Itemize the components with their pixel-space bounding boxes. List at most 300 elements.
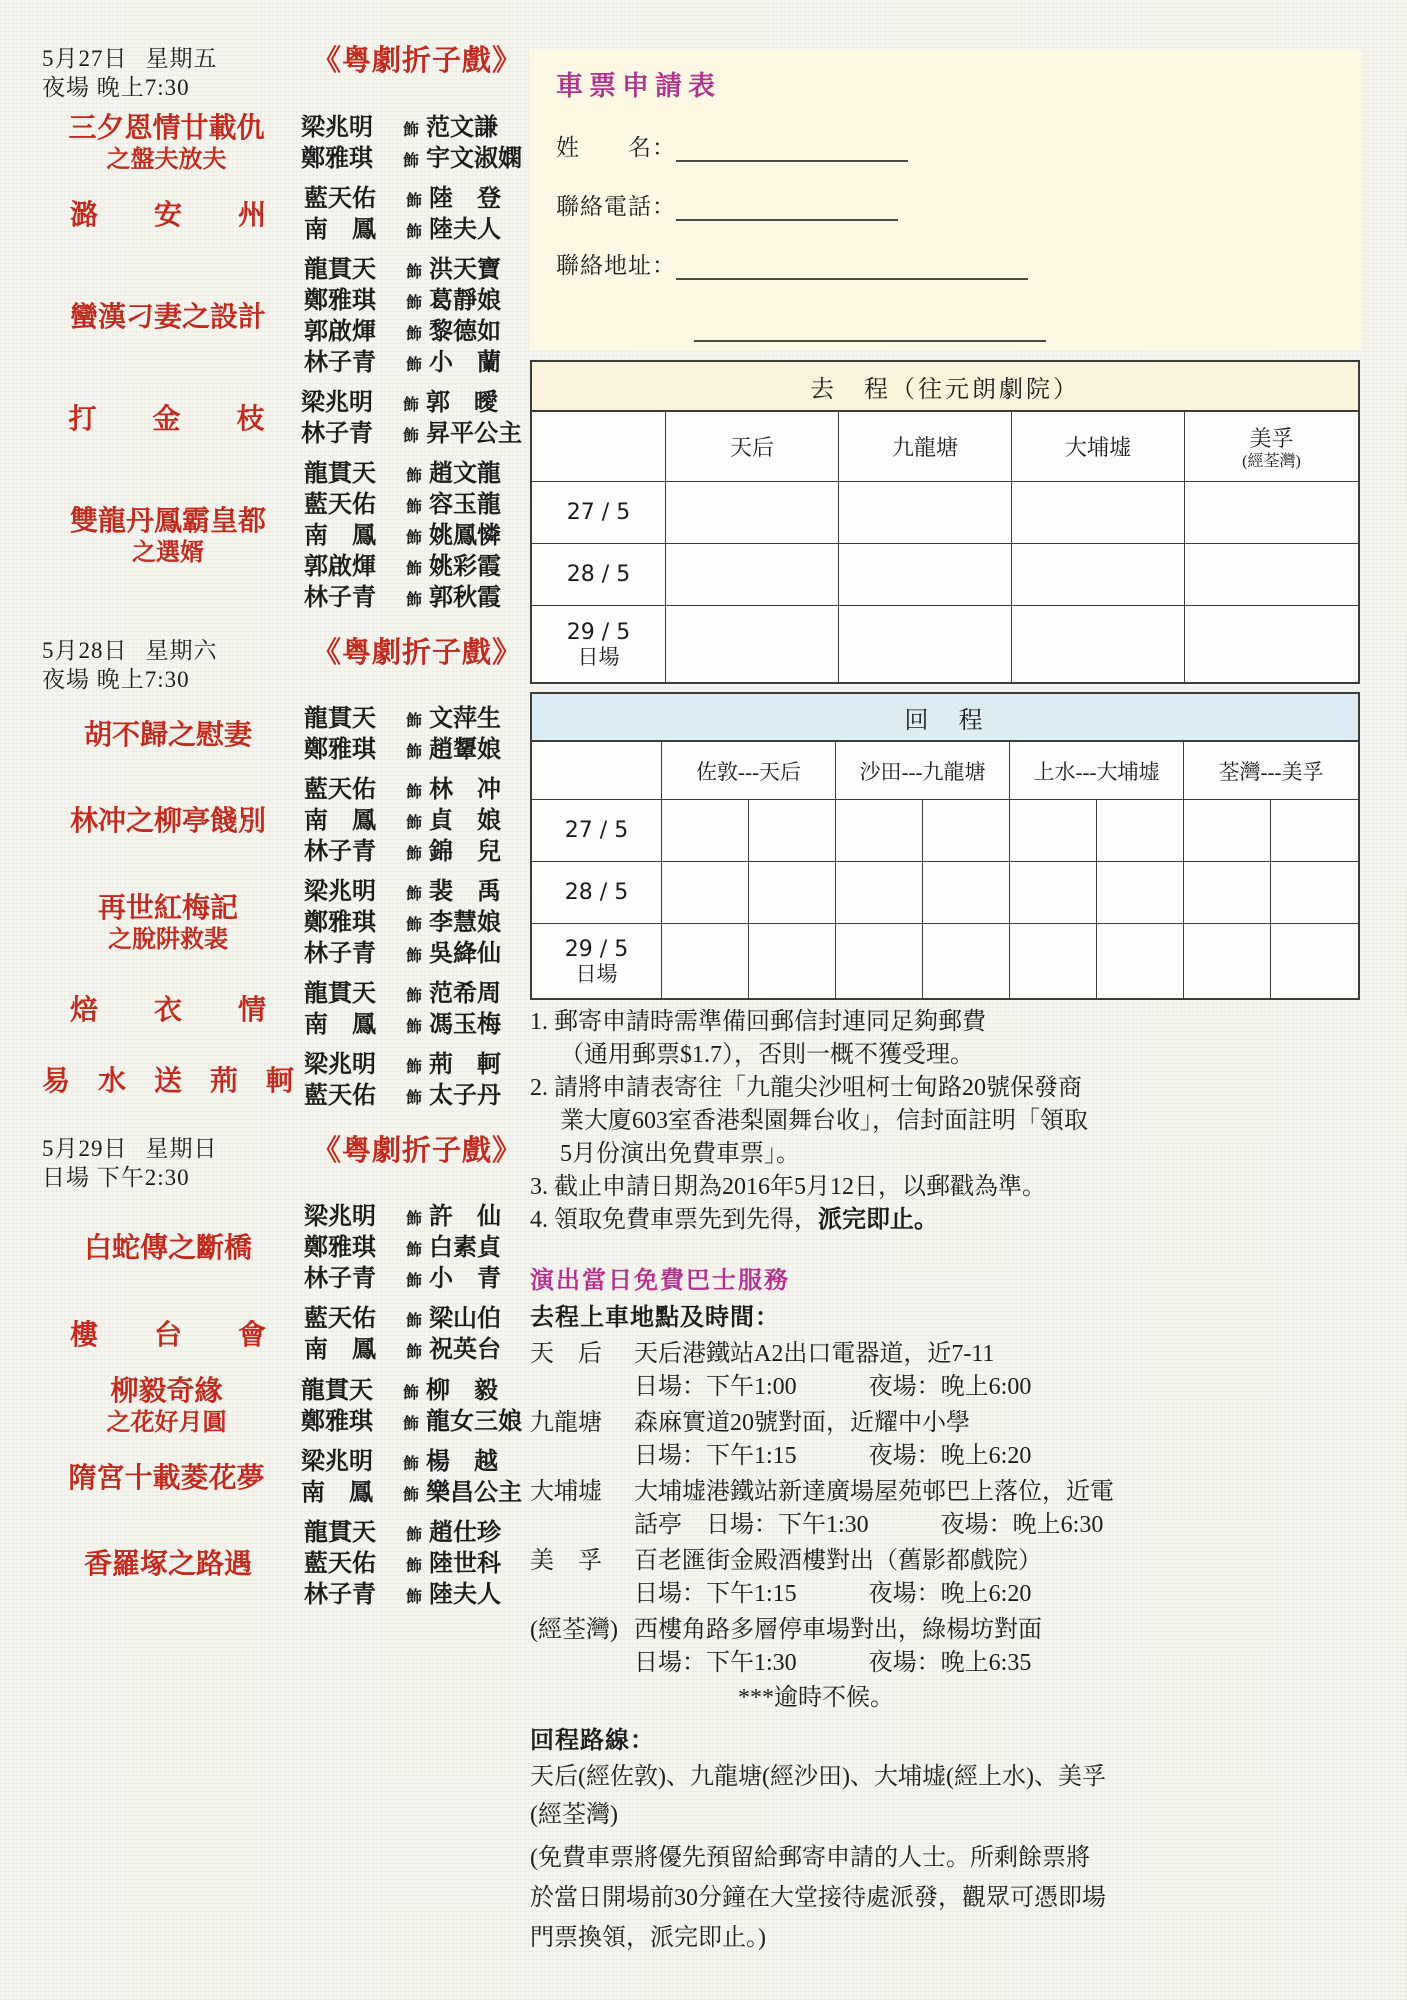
final-note-line: 於當日開場前30分鐘在大堂接待處派發，觀眾可憑即場 (530, 1885, 1106, 1911)
return-header-row (532, 742, 1358, 800)
session-text: 夜場 晚上7:30 (42, 667, 190, 692)
cast-list (304, 1518, 522, 1611)
play-title-line2: 之盤夫放夫 (106, 147, 227, 173)
cast-line (304, 704, 522, 735)
actor-name: 鄭雅琪 (304, 286, 376, 314)
play-title (42, 199, 304, 232)
empty-cell (749, 800, 836, 862)
cast-line (304, 1081, 522, 1112)
late-arrival-note: ***逾時不候。 (738, 1685, 894, 1711)
note-emphasis: 派完即止。 (818, 1207, 938, 1233)
cast-line (304, 255, 522, 286)
actor-name: 林子青 (304, 583, 376, 611)
header-cell-sheung-shui-tai-po: 上水---大埔墟 (1010, 742, 1184, 800)
day-header (42, 1134, 522, 1192)
cast-line (304, 735, 522, 766)
outbound-row-28-5 (532, 544, 1358, 606)
role-name: 趙顰娘 (429, 735, 502, 763)
cast-line (301, 113, 522, 144)
play-title-line2: 之花好月圓 (106, 1410, 227, 1436)
role-name: 昇平公主 (426, 419, 522, 447)
day-header (42, 636, 522, 694)
play-row (42, 1050, 522, 1112)
play-title-line1: 潞 安 州 (69, 199, 266, 231)
actor-name: 南 鳳 (304, 215, 376, 243)
shi-label: 飾 (406, 946, 423, 965)
empty-cell (836, 924, 923, 998)
empty-cell (1010, 800, 1097, 862)
play-row (42, 459, 522, 614)
role-name: 文萍生 (429, 704, 502, 732)
pickup-points-header: 去程上車地點及時間： (530, 1305, 780, 1331)
empty-cell (662, 800, 749, 862)
shi-label: 飾 (402, 395, 419, 414)
role-name: 葛靜娘 (429, 286, 502, 314)
return-routes (530, 1758, 1386, 1834)
shi-label: 飾 (406, 1311, 423, 1330)
empty-cell (1097, 800, 1184, 862)
role-name: 荊 軻 (429, 1050, 502, 1078)
actor-name: 龍貫天 (304, 459, 376, 487)
empty-cell (839, 544, 1012, 606)
actor-name: 林子青 (304, 1580, 376, 1608)
cast-line (304, 877, 522, 908)
role-name: 梁山伯 (429, 1304, 502, 1332)
empty-cell (923, 800, 1010, 862)
name-label: 姓 名： (556, 135, 676, 160)
role-name: 白素貞 (429, 1233, 502, 1261)
stop-location: 西樓角路多層停車場對出，綠楊坊對面 (634, 1617, 1042, 1643)
cast-list (304, 979, 522, 1041)
shi-label: 飾 (402, 1454, 419, 1473)
shi-label: 飾 (406, 1525, 423, 1544)
phone-blank-line (676, 189, 898, 221)
note-2 (530, 1072, 1386, 1171)
note-line: （通用郵票$1.7），否則一概不獲受理。 (560, 1042, 974, 1068)
shi-label: 飾 (406, 293, 423, 312)
role-name: 容玉龍 (429, 490, 502, 518)
note-3 (530, 1171, 1386, 1204)
note-line: 5月份演出免費車票」。 (560, 1141, 800, 1167)
date-cell: 27 / 5 (532, 800, 662, 862)
shi-label: 飾 (406, 355, 423, 374)
play-title (42, 1548, 304, 1581)
stop-times: 日場：下午1:15 夜場：晚上6:20 (634, 1581, 1032, 1607)
address-field (556, 247, 1336, 280)
play-row (42, 877, 522, 970)
cast-line (304, 1202, 522, 1233)
shi-label: 飾 (406, 497, 423, 516)
date-text: 5月29日 (42, 1136, 128, 1161)
play-row (42, 1202, 522, 1295)
shi-label: 飾 (402, 1413, 419, 1433)
stop-row-mei-foo (530, 1545, 1386, 1611)
role-name: 趙仕珍 (429, 1518, 502, 1546)
role-name: 小 青 (429, 1264, 502, 1292)
date-text: 29 / 5 (564, 936, 629, 962)
play-title-line1: 再世紅梅記 (97, 893, 238, 924)
cast-list (301, 388, 522, 450)
actor-name: 龍貫天 (304, 704, 376, 732)
actor-name: 南 鳳 (304, 806, 376, 834)
actor-name: 林子青 (304, 939, 376, 967)
shi-label: 飾 (406, 844, 423, 863)
day-header (42, 44, 522, 102)
play-title (42, 805, 304, 838)
empty-cell (923, 862, 1010, 924)
play-title-line1: 雙龍丹鳳霸皇都 (69, 506, 266, 537)
shi-label: 飾 (406, 262, 423, 281)
play-row (42, 184, 522, 246)
role-name: 柳 毅 (426, 1375, 498, 1404)
day-header-left (42, 44, 218, 102)
role-name: 祝英台 (429, 1335, 502, 1363)
stop-details (634, 1338, 1386, 1404)
cast-list (304, 704, 522, 766)
address-blank-line (676, 248, 1028, 280)
actor-name: 南 鳳 (304, 1335, 376, 1363)
actor-name: 南 鳳 (304, 521, 376, 549)
note-line: 業大廈603室香港梨園舞台收」，信封面註明「領取 (560, 1108, 1088, 1134)
actor-name: 龍貫天 (304, 255, 376, 283)
play-row (42, 388, 522, 450)
note-line: 4. 領取免費車票先到先得， (530, 1207, 818, 1233)
day-section-may27 (42, 44, 522, 614)
play-title (42, 112, 301, 175)
shi-label: 飾 (402, 1382, 419, 1402)
matinee-label: 日場 (575, 961, 618, 986)
role-name: 陸夫人 (429, 1580, 502, 1608)
play-title (42, 994, 304, 1027)
note-1 (530, 1006, 1386, 1072)
cast-line (304, 1549, 522, 1580)
cast-line (301, 388, 522, 419)
play-title-line2: 之選婿 (132, 540, 204, 566)
empty-cell (1271, 924, 1358, 998)
play-title-line2: 之脫阱救裴 (108, 927, 228, 953)
cast-line (304, 490, 522, 521)
outbound-row-27-5 (532, 482, 1358, 544)
play-row (42, 775, 522, 868)
cast-line (304, 1264, 522, 1295)
empty-cell (749, 862, 836, 924)
empty-cell (1185, 606, 1358, 682)
header-corner-cell (532, 742, 662, 800)
shi-label: 飾 (406, 1088, 423, 1107)
play-title-line1: 打 金 枝 (68, 403, 265, 435)
empty-cell (839, 482, 1012, 544)
empty-cell (662, 924, 749, 998)
actor-name: 鄭雅琪 (300, 143, 373, 172)
shi-label: 飾 (406, 559, 423, 578)
leftover-tickets-note (530, 1838, 1386, 1958)
play-title-line1: 林冲之柳亭餞別 (69, 806, 266, 837)
empty-cell (1185, 482, 1358, 544)
shi-label: 飾 (406, 884, 423, 903)
empty-cell (923, 924, 1010, 998)
stop-details (634, 1614, 1386, 1680)
program-type: 《粤劇折子戲》 (311, 637, 522, 669)
actor-name: 梁兆明 (304, 877, 376, 905)
note-line: 2. 請將申請表寄往「九龍尖沙咀柯士甸路20號保發商 (530, 1075, 1082, 1101)
empty-cell (666, 606, 839, 682)
shi-label: 飾 (406, 986, 423, 1005)
weekday-text: 星期日 (145, 1136, 218, 1161)
empty-cell (666, 482, 839, 544)
role-name: 林 冲 (429, 775, 502, 803)
stop-row-tai-po-market (530, 1476, 1386, 1542)
cast-line (301, 419, 522, 450)
stop-times: 日場：下午1:00 夜場：晚上6:00 (634, 1374, 1032, 1400)
shi-label: 飾 (406, 1240, 423, 1259)
actor-name: 龍貫天 (304, 1518, 376, 1546)
cast-line (304, 908, 522, 939)
cast-list (301, 1447, 522, 1509)
actor-name: 鄭雅琪 (300, 1406, 373, 1435)
return-row-28-5 (532, 862, 1358, 924)
play-title-line1: 隋宮十載菱花夢 (68, 1462, 265, 1494)
cast-list (304, 1304, 522, 1366)
actor-name: 郭啟煇 (304, 552, 376, 580)
day-header-left (42, 1134, 218, 1192)
play-row (42, 1447, 522, 1509)
cast-line (304, 459, 522, 490)
shi-label: 飾 (406, 813, 423, 832)
role-name: 趙文龍 (429, 459, 502, 487)
name-blank-line (676, 130, 908, 162)
note-4 (530, 1204, 1386, 1237)
cast-line (301, 1407, 522, 1438)
cast-line (304, 1335, 522, 1366)
stop-label: 美 孚 (530, 1548, 602, 1574)
name-field (556, 129, 1336, 162)
actor-name: 鄭雅琪 (304, 735, 376, 763)
role-name: 太子丹 (429, 1081, 502, 1109)
actor-name: 藍天佑 (304, 490, 376, 518)
note-line: 1. 郵寄申請時需準備回郵信封連同足夠郵費 (530, 1009, 986, 1035)
play-title-line1: 樓 台 會 (69, 1319, 266, 1351)
cast-line (301, 144, 522, 175)
stop-label: (經荃灣) (530, 1617, 618, 1643)
cast-list (304, 184, 522, 246)
day-section-may28 (42, 636, 522, 1112)
empty-cell (836, 862, 923, 924)
actor-name: 藍天佑 (304, 184, 376, 212)
empty-cell (666, 544, 839, 606)
play-title (42, 719, 304, 752)
header-cell-jordan-tin-hau: 佐敦---天后 (662, 742, 836, 800)
date-text: 29 / 5 (566, 619, 631, 645)
weekday-text: 星期六 (145, 638, 218, 663)
empty-cell (1097, 924, 1184, 998)
cast-list (301, 1376, 522, 1438)
address-blank-line-2 (694, 310, 1046, 342)
header-cell-tin-hau: 天后 (666, 412, 839, 482)
actor-name: 梁兆明 (300, 112, 373, 141)
shi-label: 飾 (406, 1342, 423, 1361)
stop-details (634, 1476, 1386, 1542)
cast-line (304, 215, 522, 246)
shi-label: 飾 (406, 1057, 423, 1076)
outbound-row-29-5 (532, 606, 1358, 682)
outbound-table (530, 360, 1360, 684)
empty-cell (839, 606, 1012, 682)
shi-label: 飾 (402, 150, 419, 170)
stop-label: 天 后 (530, 1341, 602, 1367)
session-text: 日場 下午2:30 (42, 1165, 190, 1190)
cast-line (304, 184, 522, 215)
play-title-line1: 胡不歸之慰妻 (83, 719, 252, 751)
empty-cell (836, 800, 923, 862)
stop-times: 話亭 日場：下午1:30 夜場：晚上6:30 (634, 1512, 1104, 1538)
empty-cell (1012, 544, 1185, 606)
role-name: 錦 兒 (429, 837, 502, 865)
right-text-flow (530, 1006, 1386, 1958)
cast-list (304, 877, 522, 970)
actor-name: 藍天佑 (304, 1081, 376, 1109)
outbound-header-row (532, 412, 1358, 482)
shi-label: 飾 (406, 1209, 423, 1228)
play-title-line1: 香羅塚之路遇 (83, 1549, 252, 1580)
phone-field (556, 188, 1336, 221)
header-corner-cell (532, 412, 666, 482)
date-cell (532, 606, 666, 682)
cast-line (304, 583, 522, 614)
stop-label: 九龍塘 (530, 1410, 602, 1436)
matinee-label: 日場 (577, 644, 620, 669)
role-name: 馮玉梅 (429, 1010, 502, 1038)
cast-line (304, 521, 522, 552)
free-bus-service-title: 演出當日免費巴士服務 (530, 1268, 790, 1294)
header-cell-tsuen-wan-mei-foo: 荃灣---美孚 (1184, 742, 1358, 800)
weekday-text: 星期五 (145, 46, 218, 71)
play-title-line1: 蠻漢刁妻之設計 (69, 301, 266, 333)
play-title-line1: 柳毅奇緣 (110, 1376, 223, 1407)
date-cell: 27 / 5 (532, 482, 666, 544)
cast-list (304, 255, 522, 379)
cast-line (304, 286, 522, 317)
role-name: 宇文淑嫻 (426, 143, 522, 172)
cast-line (304, 939, 522, 970)
ticket-application-form (530, 50, 1362, 350)
play-title (42, 301, 304, 334)
phone-label: 聯絡電話： (556, 194, 676, 219)
session-text: 夜場 晚上7:30 (42, 75, 190, 100)
shi-label: 飾 (406, 1017, 423, 1036)
empty-cell (1271, 862, 1358, 924)
role-name: 郭秋霞 (429, 583, 502, 611)
play-title-line1: 易 水 送 荊 軻 (42, 1065, 295, 1097)
cast-list (304, 459, 522, 614)
cast-line (304, 775, 522, 806)
empty-cell (1010, 924, 1097, 998)
via-tsuen-wan-label: (經荃灣) (1242, 453, 1301, 470)
date-cell: 28 / 5 (532, 862, 662, 924)
play-row (42, 979, 522, 1041)
header-cell-tai-po-market: 大埔墟 (1012, 412, 1185, 482)
shi-label: 飾 (406, 466, 423, 485)
cast-list (304, 775, 522, 868)
shi-label: 飾 (406, 222, 423, 241)
actor-name: 南 鳳 (300, 1478, 373, 1506)
stop-label: 大埔墟 (530, 1479, 602, 1505)
final-note-line: (免費車票將優先預留給郵寄申請的人士。所剩餘票將 (530, 1845, 1090, 1871)
cast-line (304, 1580, 522, 1611)
date-text: 5月27日 (42, 46, 128, 71)
play-title (42, 1232, 304, 1265)
day-header-left (42, 636, 218, 694)
empty-cell (1097, 862, 1184, 924)
role-name: 郭 曖 (426, 388, 498, 416)
note-line: 3. 截止申請日期為2016年5月12日，以郵戳為準。 (530, 1174, 1046, 1200)
cast-line (301, 1447, 522, 1478)
header-cell-mei-foo (1185, 412, 1358, 482)
shi-label: 飾 (402, 426, 419, 445)
actor-name: 郭啟煇 (304, 317, 376, 345)
actor-name: 梁兆明 (300, 1447, 373, 1475)
actor-name: 藍天佑 (304, 775, 376, 803)
cast-line (304, 979, 522, 1010)
cast-line (304, 1050, 522, 1081)
shi-label: 飾 (406, 324, 423, 343)
cast-line (301, 1376, 522, 1407)
role-name: 陸 登 (429, 184, 502, 212)
cast-list (304, 1050, 522, 1112)
empty-cell (1185, 544, 1358, 606)
outbound-table-title: 去 程（往元朗劇院） (532, 362, 1358, 412)
role-name: 龍女三娘 (426, 1406, 522, 1435)
program-type: 《粤劇折子戲》 (311, 45, 522, 77)
empty-cell (749, 924, 836, 998)
play-title (42, 1375, 301, 1438)
role-name: 貞 娘 (429, 806, 502, 834)
empty-cell (1184, 800, 1271, 862)
address-label: 聯絡地址： (556, 253, 676, 278)
actor-name: 藍天佑 (304, 1549, 376, 1577)
stop-location: 森麻實道20號對面，近耀中小學 (634, 1410, 970, 1436)
shi-label: 飾 (406, 782, 423, 801)
mei-foo-label: 美孚 (1249, 426, 1294, 451)
date-cell (532, 924, 662, 998)
cast-line (304, 1518, 522, 1549)
play-title (42, 892, 304, 955)
actor-name: 藍天佑 (304, 1304, 376, 1332)
role-name: 楊 越 (426, 1447, 498, 1475)
shi-label: 飾 (406, 915, 423, 934)
cast-line (304, 1233, 522, 1264)
play-row (42, 1518, 522, 1611)
actor-name: 梁兆明 (304, 1050, 376, 1078)
cast-list (301, 113, 522, 175)
play-title (42, 1065, 304, 1098)
play-row (42, 112, 522, 175)
actor-name: 鄭雅琪 (304, 908, 376, 936)
empty-cell (1184, 862, 1271, 924)
play-row (42, 255, 522, 379)
play-row (42, 1375, 522, 1438)
actor-name: 梁兆明 (300, 388, 373, 416)
stop-location: 百老匯街金殿酒樓對出（舊影都戲院） (634, 1548, 1042, 1574)
play-row (42, 1304, 522, 1366)
shi-label: 飾 (406, 742, 423, 761)
actor-name: 林子青 (304, 1264, 376, 1292)
return-routes-line: (經荃灣) (530, 1802, 618, 1828)
actor-name: 龍貫天 (304, 979, 376, 1007)
actor-name: 鄭雅琪 (304, 1233, 376, 1261)
shi-label: 飾 (406, 191, 423, 210)
final-note-line: 門票換領，派完即止。) (530, 1925, 766, 1951)
stop-row-kowloon-tong (530, 1407, 1386, 1473)
